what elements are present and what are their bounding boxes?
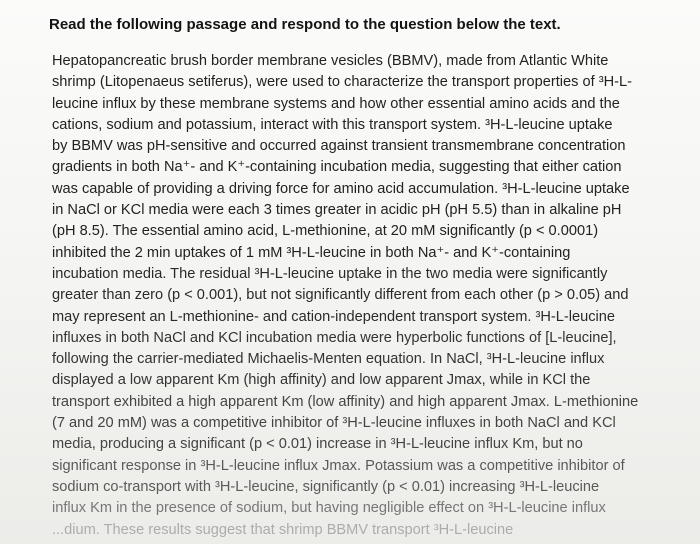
question-heading: Read the following passage and respond to the question below the text. [49, 16, 561, 33]
passage-line: by BBMV was pH-sensitive and occurred against transient transmembrane concentration [52, 138, 626, 155]
passage-line: incubation media. The residual ³H-L-leucine uptake in the two media were significantly [52, 265, 608, 282]
passage-line: may represent an L-methionine- and cation-independent transport system. ³H-L-leucine [52, 308, 615, 325]
passage-line: Hepatopancreatic brush border membrane vesicles (BBMV), made from Atlantic White [52, 53, 609, 69]
passage-line: gradients in both Na⁺- and K⁺-containing incubation media, suggesting that either cation [52, 159, 622, 176]
passage-line: greater than zero (p < 0.001), but not significantly different from each other (p > 0.05) and [52, 287, 629, 304]
passage-line: following the carrier-mediated Michaelis-Menten equation. In NaCl, ³H-L-leucine influx [52, 351, 605, 368]
passage-line: sodium co-transport with ³H-L-leucine, significantly (p < 0.01) increasing ³H-L-leucine [52, 478, 600, 495]
passage-line: cations, sodium and potassium, interact with this transport system. ³H-L-leucine uptake [52, 116, 613, 133]
passage-line: transport exhibited a high apparent Km (low affinity) and high apparent Jmax. L-methionine [52, 393, 639, 410]
passage-line: shrimp (Litopenaeus setiferus), were used to characterize the transport properties of ³H-L- [52, 74, 632, 91]
passage-line: influx Km in the presence of sodium, but having negligible effect on ³H-L-leucine influx [52, 500, 606, 517]
passage-line: influxes in both NaCl and KCl incubation media were hyperbolic functions of [L-leucine], [52, 329, 617, 346]
passage-line: significant response in ³H-L-leucine influx Jmax. Potassium was a competitive inhibitor of [52, 457, 625, 474]
passage-line: media, producing a significant (p < 0.01) increase in ³H-L-leucine influx Km, but no [52, 436, 583, 453]
passage-text [52, 51, 652, 541]
passage-line: ...dium. These results suggest that shrimp BBMV transport ³H-L-leucine [52, 521, 514, 538]
passage-line: (7 and 20 mM) was a competitive inhibitor of ³H-L-leucine influxes in both NaCl and KCl [52, 415, 616, 432]
passage-line: in NaCl or KCl media were each 3 times greater in acidic pH (pH 5.5) than in alkaline pH [52, 202, 622, 219]
passage-line: was capable of providing a driving force for amino acid accumulation. ³H-L-leucine uptake [52, 180, 630, 197]
passage-line: inhibited the 2 min uptakes of 1 mM ³H-L-leucine in both Na⁺- and K⁺-containing [52, 244, 571, 261]
passage-line: leucine influx by these membrane systems and how other essential amino acids and the [52, 95, 620, 112]
passage-line: (pH 8.5). The essential amino acid, L-methionine, at 20 mM significantly (p < 0.0001) [52, 223, 599, 240]
passage-line: displayed a low apparent Km (high affinity) and low apparent Jmax, while in KCl the [52, 372, 591, 389]
